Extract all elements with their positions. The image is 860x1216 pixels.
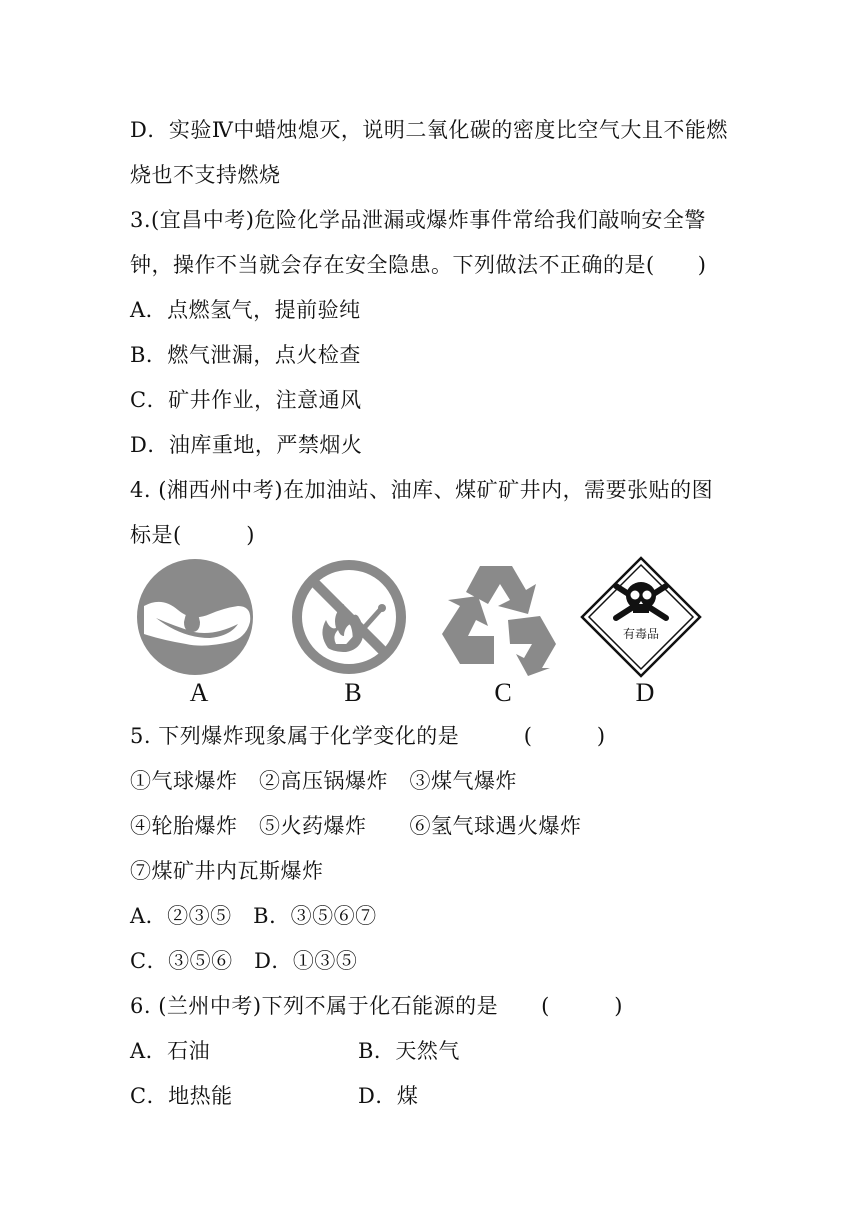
question-3-stem-line2: 钟，操作不当就会存在安全隐患。下列做法不正确的是( ) xyxy=(130,253,707,277)
question-4-stem-line2: 标是( ) xyxy=(130,523,255,547)
sign-option-c xyxy=(438,556,568,708)
question-6-option-b: B．天然气 xyxy=(358,1039,460,1063)
question-3-option-c: C．矿井作业，注意通风 xyxy=(130,388,362,412)
question-6-option-a: A．石油 xyxy=(130,1039,211,1063)
sign-option-d-label: D xyxy=(635,678,655,707)
water-saving-sign-icon xyxy=(134,556,256,678)
sign-option-c-label: C xyxy=(494,678,512,707)
question-6-stem: 6. (兰州中考)下列不属于化石能源的是 ( ) xyxy=(130,994,623,1018)
no-fire-sign-icon xyxy=(288,556,410,678)
skull-crossbones-icon xyxy=(580,556,702,678)
option-d-text-line1: D．实验Ⅳ中蜡烛熄灭，说明二氧化碳的密度比空气大且不能燃 xyxy=(130,118,728,142)
question-3-stem-line1: 3.(宜昌中考)危险化学品泄漏或爆炸事件常给我们敲响安全警 xyxy=(130,208,706,232)
question-6-option-d: D．煤 xyxy=(358,1084,419,1108)
question-6-option-c: C．地热能 xyxy=(130,1084,233,1108)
question-5-options-cd: C．③⑤⑥ D．①③⑤ xyxy=(130,949,358,973)
question-5-items-row3: ⑦煤矿井内瓦斯爆炸 xyxy=(130,859,324,883)
sign-option-b-label: B xyxy=(344,678,362,707)
question-4-sign-options xyxy=(130,556,710,708)
question-3-option-b: B．燃气泄漏，点火检查 xyxy=(130,343,361,367)
sign-option-d xyxy=(580,556,710,708)
question-5-items-row1: ①气球爆炸 ②高压锅爆炸 ③煤气爆炸 xyxy=(130,769,517,793)
sign-option-b xyxy=(288,556,418,708)
question-3-option-d: D．油库重地，严禁烟火 xyxy=(130,433,363,457)
question-3-option-a: A．点燃氢气，提前验纯 xyxy=(130,298,361,322)
question-5-stem: 5. 下列爆炸现象属于化学变化的是 ( ) xyxy=(130,724,606,748)
sign-option-a-label: A xyxy=(189,678,209,707)
sign-option-a xyxy=(134,556,264,708)
option-d-text-line2: 烧也不支持燃烧 xyxy=(130,163,281,187)
toxic-sign-text: 有毒品 xyxy=(622,627,660,641)
question-4-stem-line1: 4. (湘西州中考)在加油站、油库、煤矿矿井内，需要张贴的图 xyxy=(130,478,714,502)
question-5-items-row2: ④轮胎爆炸 ⑤火药爆炸 ⑥氢气球遇火爆炸 xyxy=(130,814,582,838)
question-5-options-ab: A．②③⑤ B．③⑤⑥⑦ xyxy=(130,904,377,928)
recycling-sign-icon xyxy=(438,556,560,678)
